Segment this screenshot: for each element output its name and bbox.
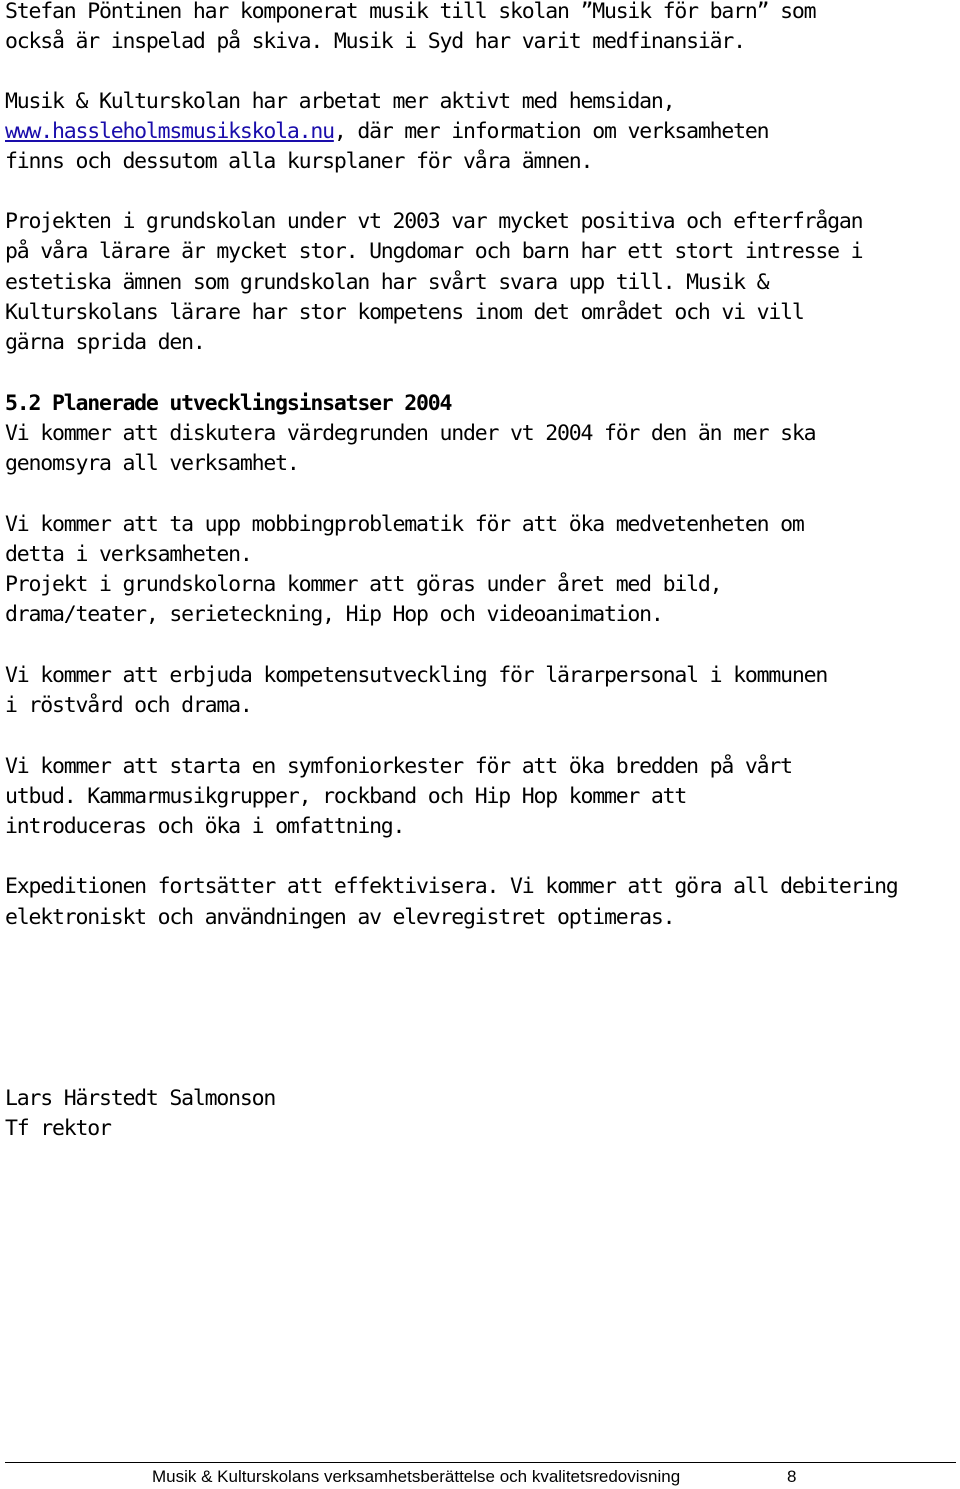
paragraph-line: introduceras och öka i omfattning.: [5, 814, 405, 839]
paragraph-line: Vi kommer att diskutera värdegrunden under vt 2004 för den än mer ska: [5, 421, 816, 446]
paragraph-text: , där mer information om verksamheten: [333, 119, 769, 144]
section-heading: 5.2 Planerade utvecklingsinsatser 2004: [5, 391, 452, 416]
paragraph-line: också är inspelad på skiva. Musik i Syd har varit medfinansiär.: [5, 29, 745, 54]
footer-title: Musik & Kulturskolans verksamhetsberättelse och kvalitetsredovisning: [152, 1467, 681, 1486]
paragraph-line: Expeditionen fortsätter att effektivisera. Vi kommer att göra all debitering: [5, 874, 898, 899]
paragraph-line: finns och dessutom alla kursplaner för våra ämnen.: [5, 149, 593, 174]
paragraph-line: Stefan Pöntinen har komponerat musik till skolan ”Musik för barn” som: [5, 0, 816, 24]
paragraph-line: Musik & Kulturskolan har arbetat mer aktivt med hemsidan,: [5, 89, 675, 114]
paragraph-line: utbud. Kammarmusikgrupper, rockband och Hip Hop kommer att: [5, 784, 687, 809]
paragraph-line: genomsyra all verksamhet.: [5, 451, 299, 476]
signature-title: Tf rektor: [5, 1116, 111, 1141]
paragraph-line: Vi kommer att ta upp mobbingproblematik för att öka medvetenheten om: [5, 512, 804, 537]
paragraph-line: gärna sprida den.: [5, 330, 205, 355]
paragraph-line: elektroniskt och användningen av elevregistret optimeras.: [5, 905, 675, 930]
paragraph-line: på våra lärare är mycket stor. Ungdomar och barn har ett stort intresse i: [5, 239, 863, 264]
paragraph-line: detta i verksamheten.: [5, 542, 252, 567]
footer-divider: [5, 1462, 956, 1463]
paragraph-line: Projekt i grundskolorna kommer att göras under året med bild,: [5, 572, 722, 597]
signature-name: Lars Härstedt Salmonson: [5, 1086, 276, 1111]
paragraph-line-with-link: [5, 117, 768, 147]
paragraph-line: Vi kommer att erbjuda kompetensutveckling för lärarpersonal i kommunen: [5, 663, 828, 688]
paragraph-line: Vi kommer att starta en symfoniorkester för att öka bredden på vårt: [5, 754, 792, 779]
paragraph-line: Kulturskolans lärare har stor kompetens inom det området och vi vill: [5, 300, 804, 325]
paragraph-line: i röstvård och drama.: [5, 693, 252, 718]
website-link[interactable]: www.hassleholmsmusikskola.nu: [5, 119, 334, 144]
paragraph-line: estetiska ämnen som grundskolan har svårt svara upp till. Musik &: [5, 270, 769, 295]
page-number: 8: [787, 1467, 797, 1486]
paragraph-line: Projekten i grundskolan under vt 2003 var mycket positiva och efterfrågan: [5, 209, 863, 234]
paragraph-line: drama/teater, serieteckning, Hip Hop och videoanimation.: [5, 602, 663, 627]
